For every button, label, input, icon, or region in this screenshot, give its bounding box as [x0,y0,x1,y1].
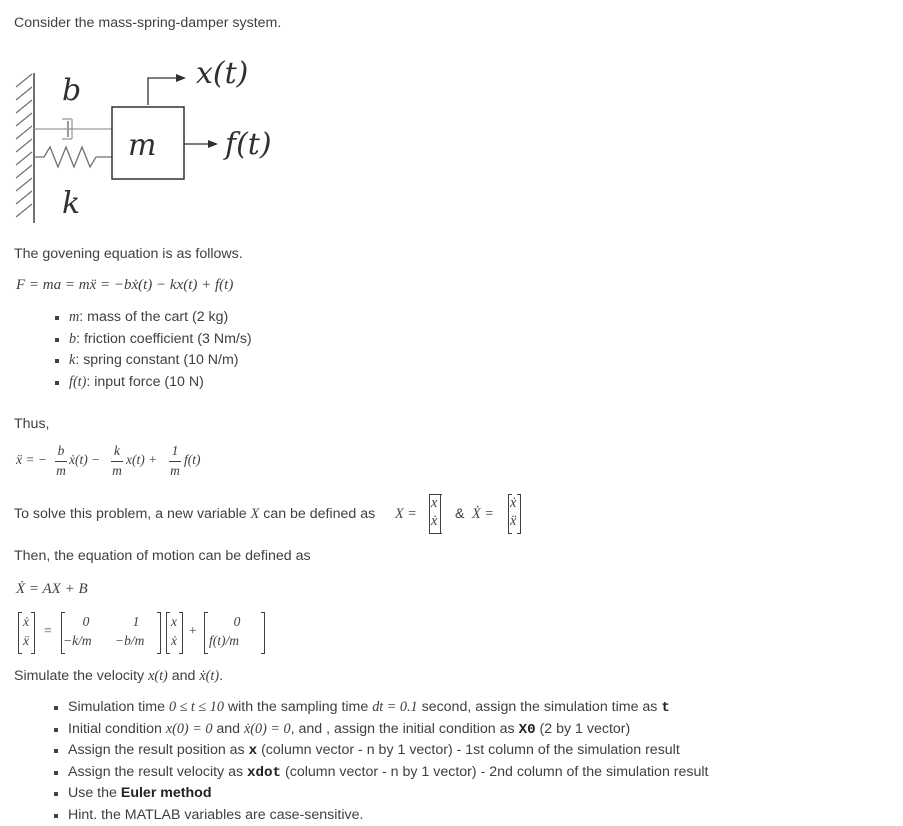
parameter-list [69,307,252,393]
list-item: Initial condition x(0) = 0 and ẋ(0) = 0, and , assign the initial condition as X0 (2 by 1 vector) [68,719,708,741]
solve-text: To solve this problem, a new variable X can be defined as [14,506,375,523]
governing-equation: F = ma = mẍ = −bẋ(t) − kx(t) + f(t) [16,277,233,294]
x-vector-def: X = x ẋ [395,494,455,536]
list-item: Assign the result position as x (column vector - n by 1 vector) - 1st column of the simulation result [68,740,708,762]
intro-text: Consider the mass-spring-damper system. [14,15,281,31]
motion-text: Then, the equation of motion can be defined as [14,548,311,564]
mass-spring-damper-figure [10,55,310,230]
list-item: m: mass of the cart (2 kg) [69,307,252,329]
x-arrow [148,78,178,105]
label-k: k [62,186,80,221]
list-item: k: spring constant (10 N/m) [69,350,252,372]
state-equation: Ẋ = AX + B [16,581,88,598]
task-list [68,697,708,826]
label-b: b [62,73,81,108]
list-item: Assign the result velocity as xdot (column vector - n by 1 vector) - 2nd column of the simulation result [68,762,708,784]
thus-text: Thus, [14,416,49,432]
simulate-text: Simulate the velocity x(t) and ẋ(t). [14,668,223,685]
amp-text: & [455,506,464,522]
damper [34,119,112,139]
xdot-vector-def: Ẋ = ẋ ẍ [472,494,532,536]
governing-text: The govening equation is as follows. [14,246,243,262]
spring [34,147,112,167]
list-item: b: friction coefficient (3 Nm/s) [69,329,252,351]
list-item: Simulation time 0 ≤ t ≤ 10 with the sampling time dt = 0.1 second, assign the simulation time as t [68,697,708,719]
label-x: x(t) [196,56,248,91]
list-item: f(t): input force (10 N) [69,372,252,394]
list-item: Hint. the MATLAB variables are case-sensitive. [68,805,708,826]
wall-hatch [16,74,32,217]
label-m: m [128,128,156,163]
matrix-equation: ẋ ẍ = 0 1 −k/m −b/m x ẋ + 0 f(t)/m [16,612,276,656]
list-item: Use the Euler method [68,783,708,805]
label-f: f(t) [223,127,272,162]
